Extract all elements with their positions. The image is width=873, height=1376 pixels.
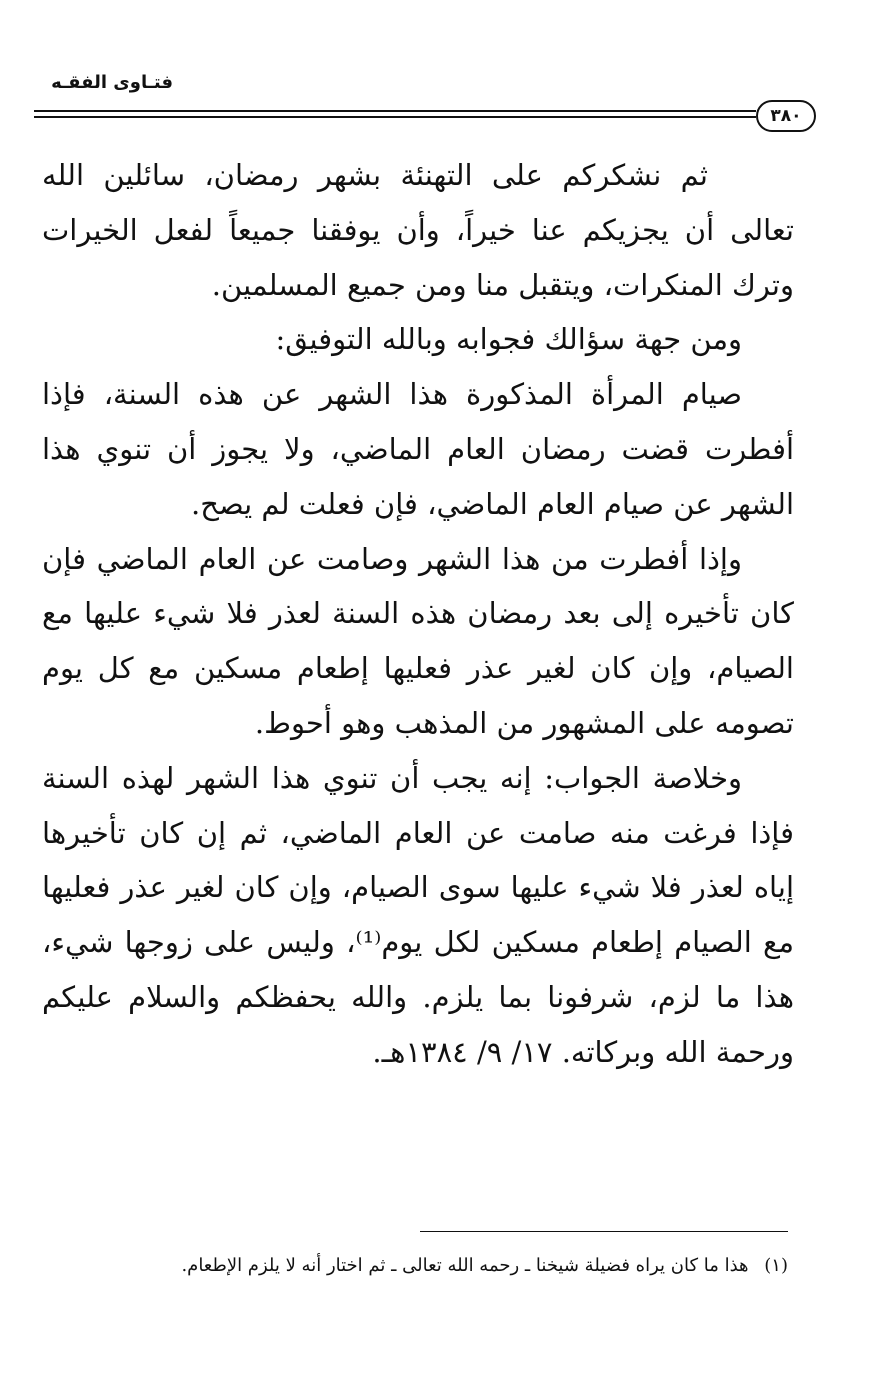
- footnote: [52, 1252, 788, 1280]
- paragraph: صيام المرأة المذكورة هذا الشهر عن هذه السنة، فإذا أفطرت قضت رمضان العام الماضي، ولا يجوز أن تنوي هذا الشهر عن صيام العام الماضي، فإن فعلت لم يصح.: [42, 377, 794, 521]
- paragraph: ثم نشكركم على التهنئة بشهر رمضان، سائلين الله تعالى أن يجزيكم عنا خيراً، وأن يوفقنا جميعاً لفعل الخيرات وترك المنكرات، ويتقبل منا ومن جميع المسلمين.: [42, 158, 794, 302]
- header-rule: [34, 110, 756, 119]
- running-head: فتـاوى الفقـه: [51, 72, 173, 93]
- paragraph: وخلاصة الجواب: إنه يجب أن تنوي هذا الشهر لهذه السنة فإذا فرغت منه صامت عن العام الماضي، ثم إن كان تأخيرها إياه لعذر فلا شيء عليها سوى الصيام، وإن كان لغير عذر فعليها مع الصيام إطعام مسكين لكل يوم⁽¹⁾، وليس على زوجها شيء، هذا ما لزم، شرفونا بما يلزم. والله يحفظكم والسلام عليكم ورحمة الله وبركاته. ١٧/ ٩/ ١٣٨٤هـ.: [42, 760, 794, 1069]
- header-rule-line: [34, 116, 756, 118]
- page-number-badge: [756, 100, 816, 132]
- header-rule-line: [34, 110, 756, 112]
- footnote-text: هذا ما كان يراه فضيلة شيخنا ـ رحمه الله تعالى ـ ثم اختار أنه لا يلزم الإطعام.: [181, 1255, 749, 1276]
- body-text: [42, 148, 794, 1080]
- footnote-separator: [420, 1231, 788, 1232]
- paragraph: ومن جهة سؤالك فجوابه وبالله التوفيق:: [275, 322, 742, 357]
- footnote-marker: (١): [764, 1255, 788, 1276]
- page-number: ٣٨٠: [770, 105, 802, 126]
- paragraph: وإذا أفطرت من هذا الشهر وصامت عن العام الماضي فإن كان تأخيره إلى بعد رمضان هذه السنة لعذر فلا شيء عليها مع الصيام، وإن كان لغير عذر فعليها إطعام مسكين مع كل يوم تصومه على المشهور من المذهب وهو أحوط.: [42, 541, 794, 740]
